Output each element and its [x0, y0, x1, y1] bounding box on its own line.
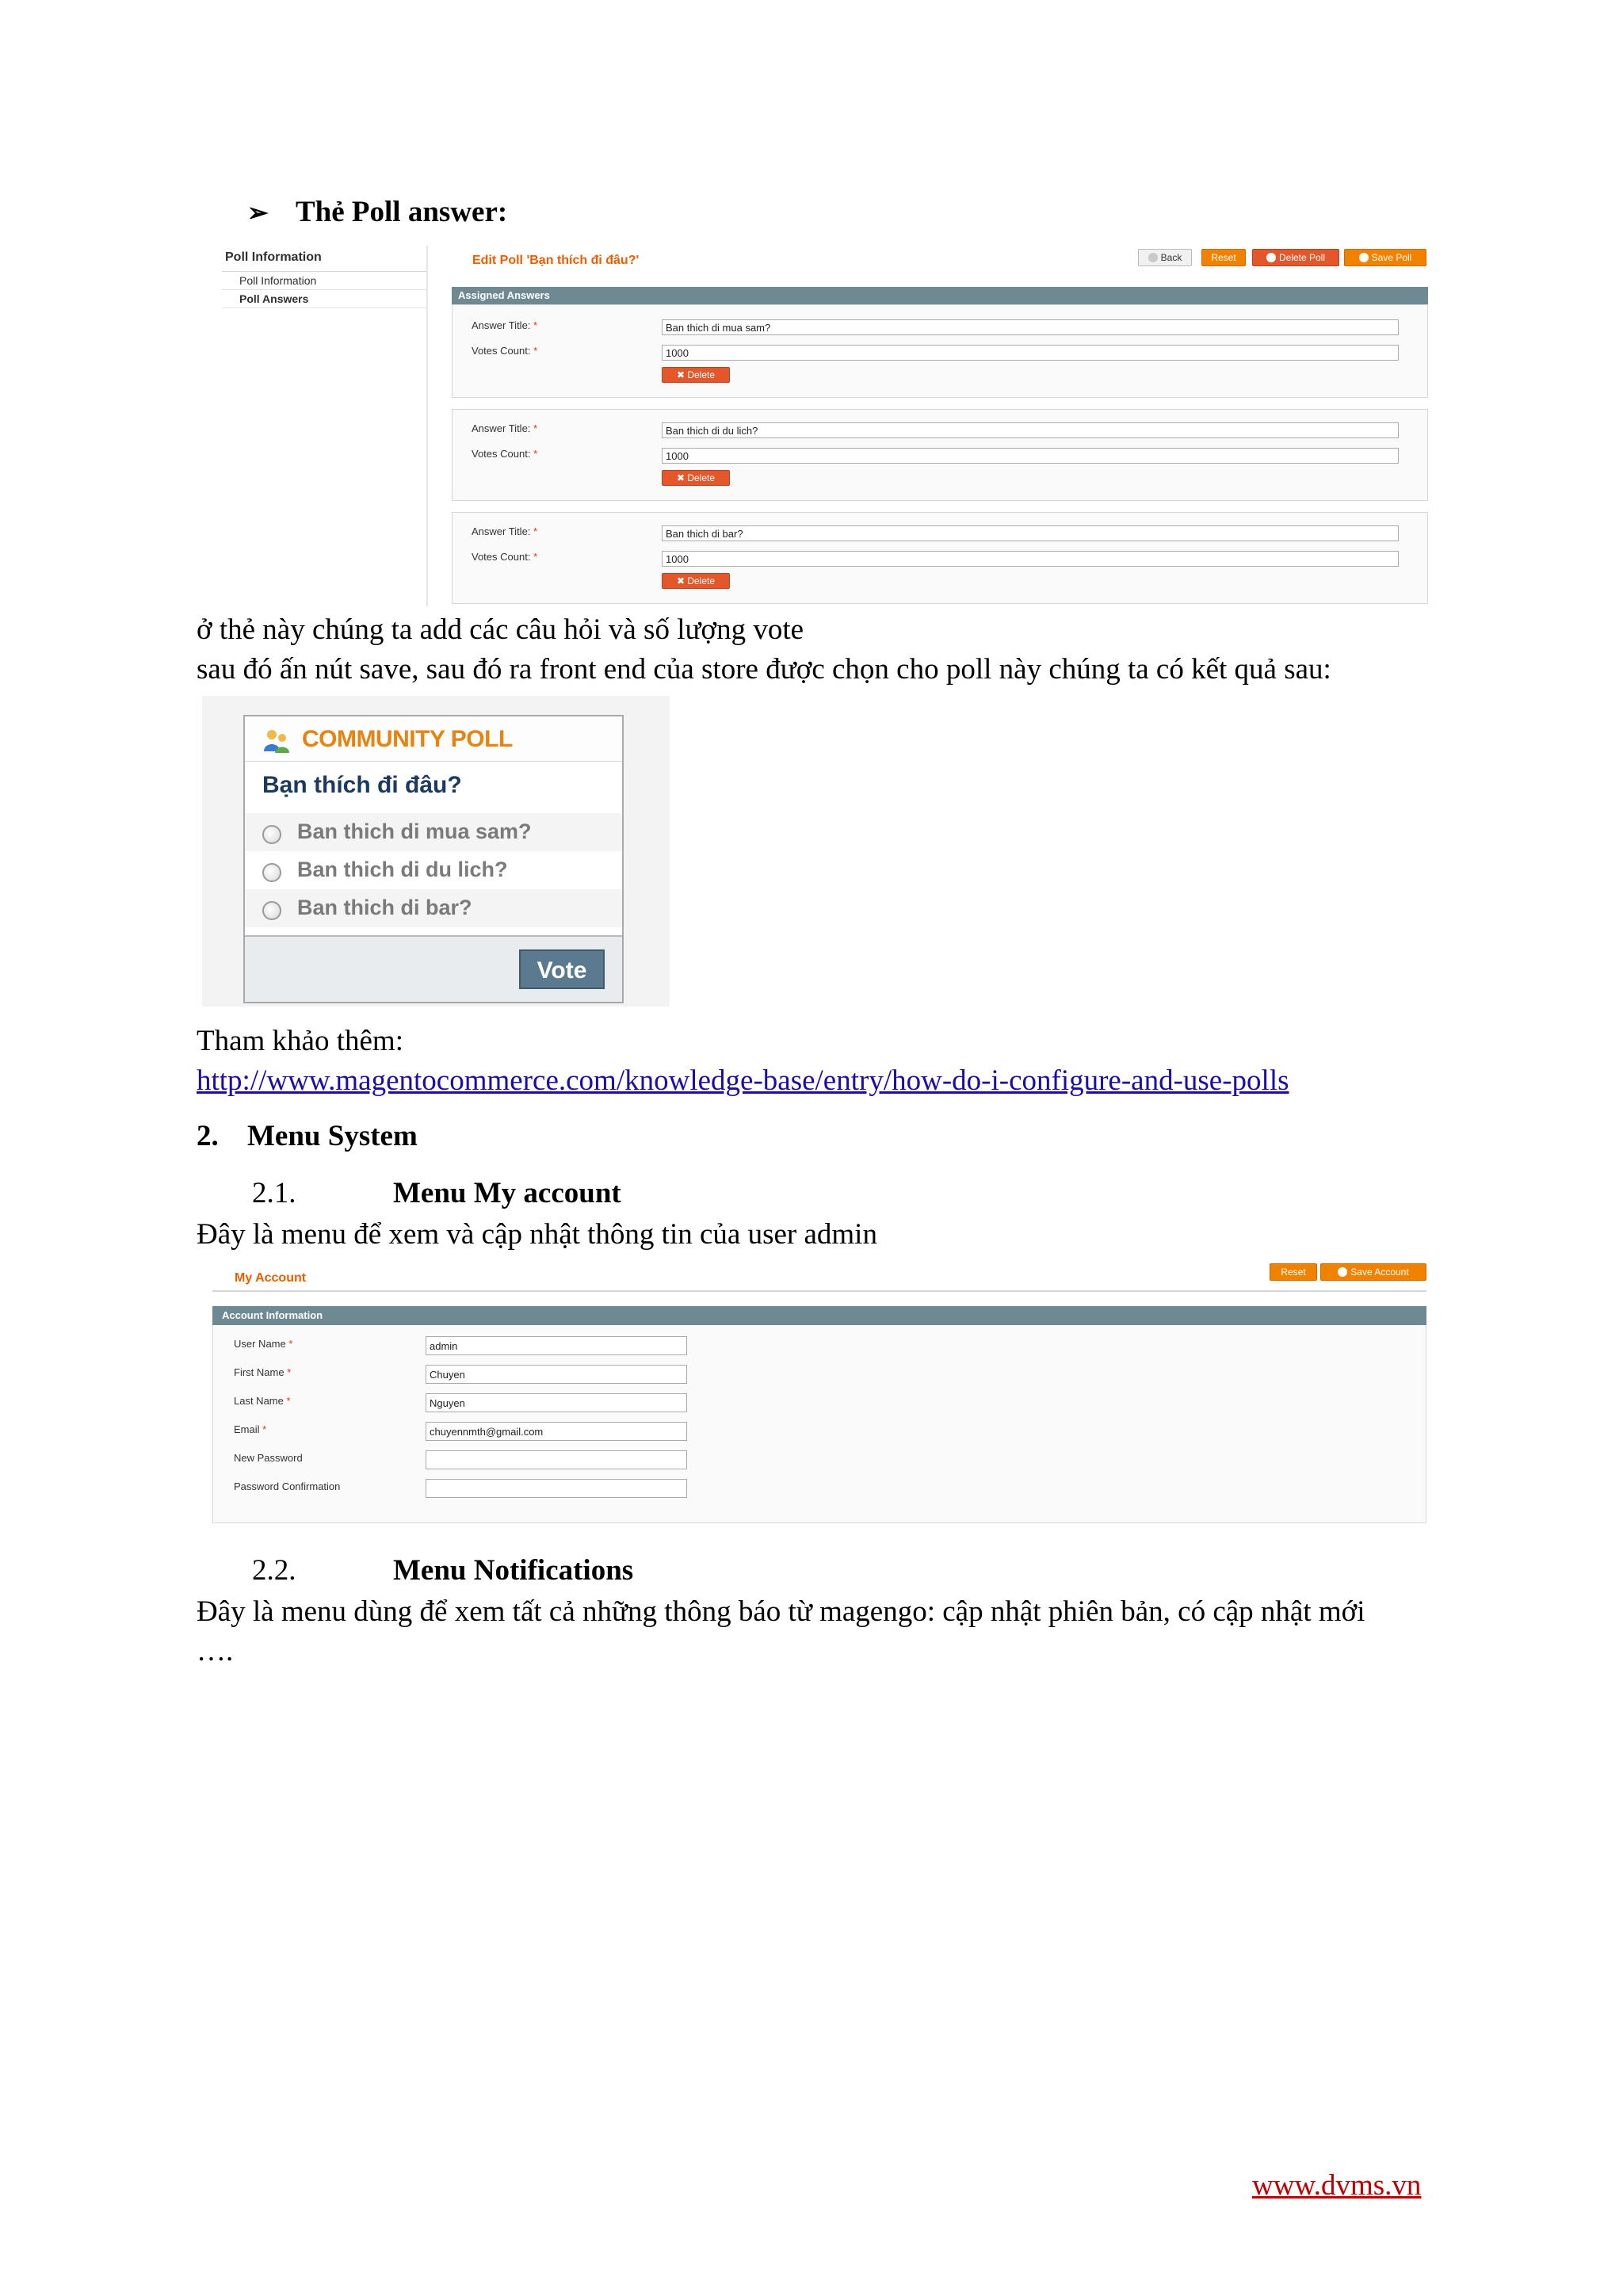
password-confirmation-input[interactable] — [426, 1479, 687, 1498]
email-input[interactable] — [426, 1422, 687, 1441]
check-icon — [1359, 253, 1369, 262]
section-heading-poll-answer: Thẻ Poll answer: — [296, 196, 508, 228]
votes-count-input[interactable] — [662, 448, 1399, 464]
votes-count-label: Votes Count: * — [472, 345, 538, 357]
reset-button[interactable] — [1270, 1263, 1317, 1281]
answer-box — [452, 304, 1428, 398]
admin-poll-screenshot — [222, 246, 1426, 606]
votes-count-label: Votes Count: * — [472, 448, 538, 460]
first-name-input[interactable] — [426, 1365, 687, 1384]
footer-website-link[interactable]: www.dvms.vn — [1252, 2169, 1422, 2202]
poll-header — [245, 716, 622, 762]
save-account-button[interactable] — [1320, 1263, 1426, 1281]
new-password-input[interactable] — [426, 1450, 687, 1469]
subsection-heading: Menu My account — [393, 1177, 621, 1209]
delete-answer-button[interactable]: ✖ Delete — [662, 367, 730, 383]
first-name-label: First Name * — [234, 1366, 292, 1378]
delete-poll-button[interactable] — [1252, 249, 1339, 266]
poll-option-label: Ban thich di bar? — [297, 896, 472, 919]
edit-poll-title: Edit Poll 'Bạn thích đi đâu?' — [472, 254, 640, 267]
answer-title-label: Answer Title: * — [472, 422, 538, 434]
password-confirmation-label: Password Confirmation — [234, 1480, 341, 1492]
save-poll-label: Save Poll — [1371, 252, 1412, 263]
answer-box — [452, 512, 1428, 604]
paragraph: Đây là menu dùng để xem tất cả những thông báo từ magengo: cập nhật phiên bản, có cập nhật mới — [197, 1595, 1365, 1628]
tab-poll-answers[interactable]: Poll Answers — [222, 290, 426, 308]
votes-count-input[interactable] — [662, 345, 1399, 361]
answer-title-label: Answer Title: * — [472, 525, 538, 537]
votes-count-label: Votes Count: * — [472, 551, 538, 563]
delete-answer-button[interactable]: ✖ Delete — [662, 470, 730, 486]
answer-title-input[interactable] — [662, 422, 1399, 438]
paragraph: ở thẻ này chúng ta add các câu hỏi và số lượng vote — [197, 613, 804, 646]
reset-button-label: Reset — [1281, 1266, 1306, 1278]
poll-option[interactable] — [245, 813, 622, 851]
answer-box — [452, 409, 1428, 501]
last-name-input[interactable] — [426, 1393, 687, 1412]
user-name-label: User Name * — [234, 1338, 293, 1350]
save-poll-button[interactable] — [1344, 249, 1426, 266]
paragraph: …. — [197, 1635, 234, 1668]
new-password-label: New Password — [234, 1452, 303, 1464]
paragraph: Đây là menu để xem và cập nhật thông tin của user admin — [197, 1218, 877, 1251]
tab-poll-information[interactable]: Poll Information — [222, 272, 426, 290]
account-information-header: Account Information — [212, 1306, 1426, 1325]
title-divider — [212, 1290, 1426, 1292]
answer-title-input[interactable] — [662, 525, 1399, 541]
my-account-title: My Account — [235, 1271, 307, 1285]
back-button-label: Back — [1160, 252, 1182, 263]
community-poll-widget — [243, 715, 624, 1003]
radio-button[interactable] — [262, 825, 281, 844]
poll-option[interactable] — [245, 889, 622, 927]
reset-button-label: Reset — [1211, 252, 1236, 263]
sidebar-title: Poll Information — [225, 250, 322, 264]
reference-link[interactable]: http://www.magentocommerce.com/knowledge-base/entry/how-do-i-configure-and-use-polls — [197, 1064, 1289, 1097]
poll-footer — [245, 935, 622, 1002]
account-form — [212, 1325, 1426, 1523]
poll-option[interactable] — [245, 851, 622, 889]
community-users-icon — [262, 728, 291, 755]
back-button[interactable] — [1138, 249, 1192, 266]
back-arrow-icon — [1148, 253, 1158, 262]
votes-count-input[interactable] — [662, 551, 1399, 567]
reset-button[interactable] — [1201, 249, 1246, 266]
poll-option-label: Ban thich di mua sam? — [297, 819, 532, 843]
poll-question: Bạn thích đi đâu? — [262, 772, 462, 798]
poll-option-label: Ban thich di du lich? — [297, 858, 508, 881]
save-account-label: Save Account — [1350, 1266, 1409, 1278]
delete-answer-button[interactable]: ✖ Delete — [662, 573, 730, 589]
last-name-label: Last Name * — [234, 1395, 291, 1407]
section-heading: Menu System — [247, 1120, 418, 1152]
section-number: 2. — [197, 1120, 219, 1152]
delete-poll-label: Delete Poll — [1278, 252, 1326, 263]
user-name-input[interactable] — [426, 1336, 687, 1355]
check-icon — [1338, 1267, 1347, 1277]
bullet-arrow-icon: ➢ — [247, 198, 269, 227]
poll-title: COMMUNITY POLL — [302, 726, 513, 752]
email-label: Email * — [234, 1423, 267, 1435]
answer-title-input[interactable] — [662, 319, 1399, 335]
subsection-heading: Menu Notifications — [393, 1554, 634, 1587]
reference-label: Tham khảo thêm: — [197, 1025, 403, 1057]
my-account-screenshot — [212, 1259, 1426, 1525]
paragraph: sau đó ấn nút save, sau đó ra front end của store được chọn cho poll này chúng ta có kết quả sau: — [197, 653, 1331, 686]
sidebar-divider — [426, 246, 428, 606]
radio-button[interactable] — [262, 901, 281, 920]
vote-button[interactable]: Vote — [519, 949, 605, 989]
radio-button[interactable] — [262, 863, 281, 882]
delete-icon — [1266, 253, 1276, 262]
assigned-answers-header: Assigned Answers — [452, 287, 1428, 304]
answer-title-label: Answer Title: * — [472, 319, 538, 331]
subsection-number: 2.1. — [252, 1177, 296, 1209]
tab-list — [222, 271, 426, 308]
subsection-number: 2.2. — [252, 1554, 296, 1587]
